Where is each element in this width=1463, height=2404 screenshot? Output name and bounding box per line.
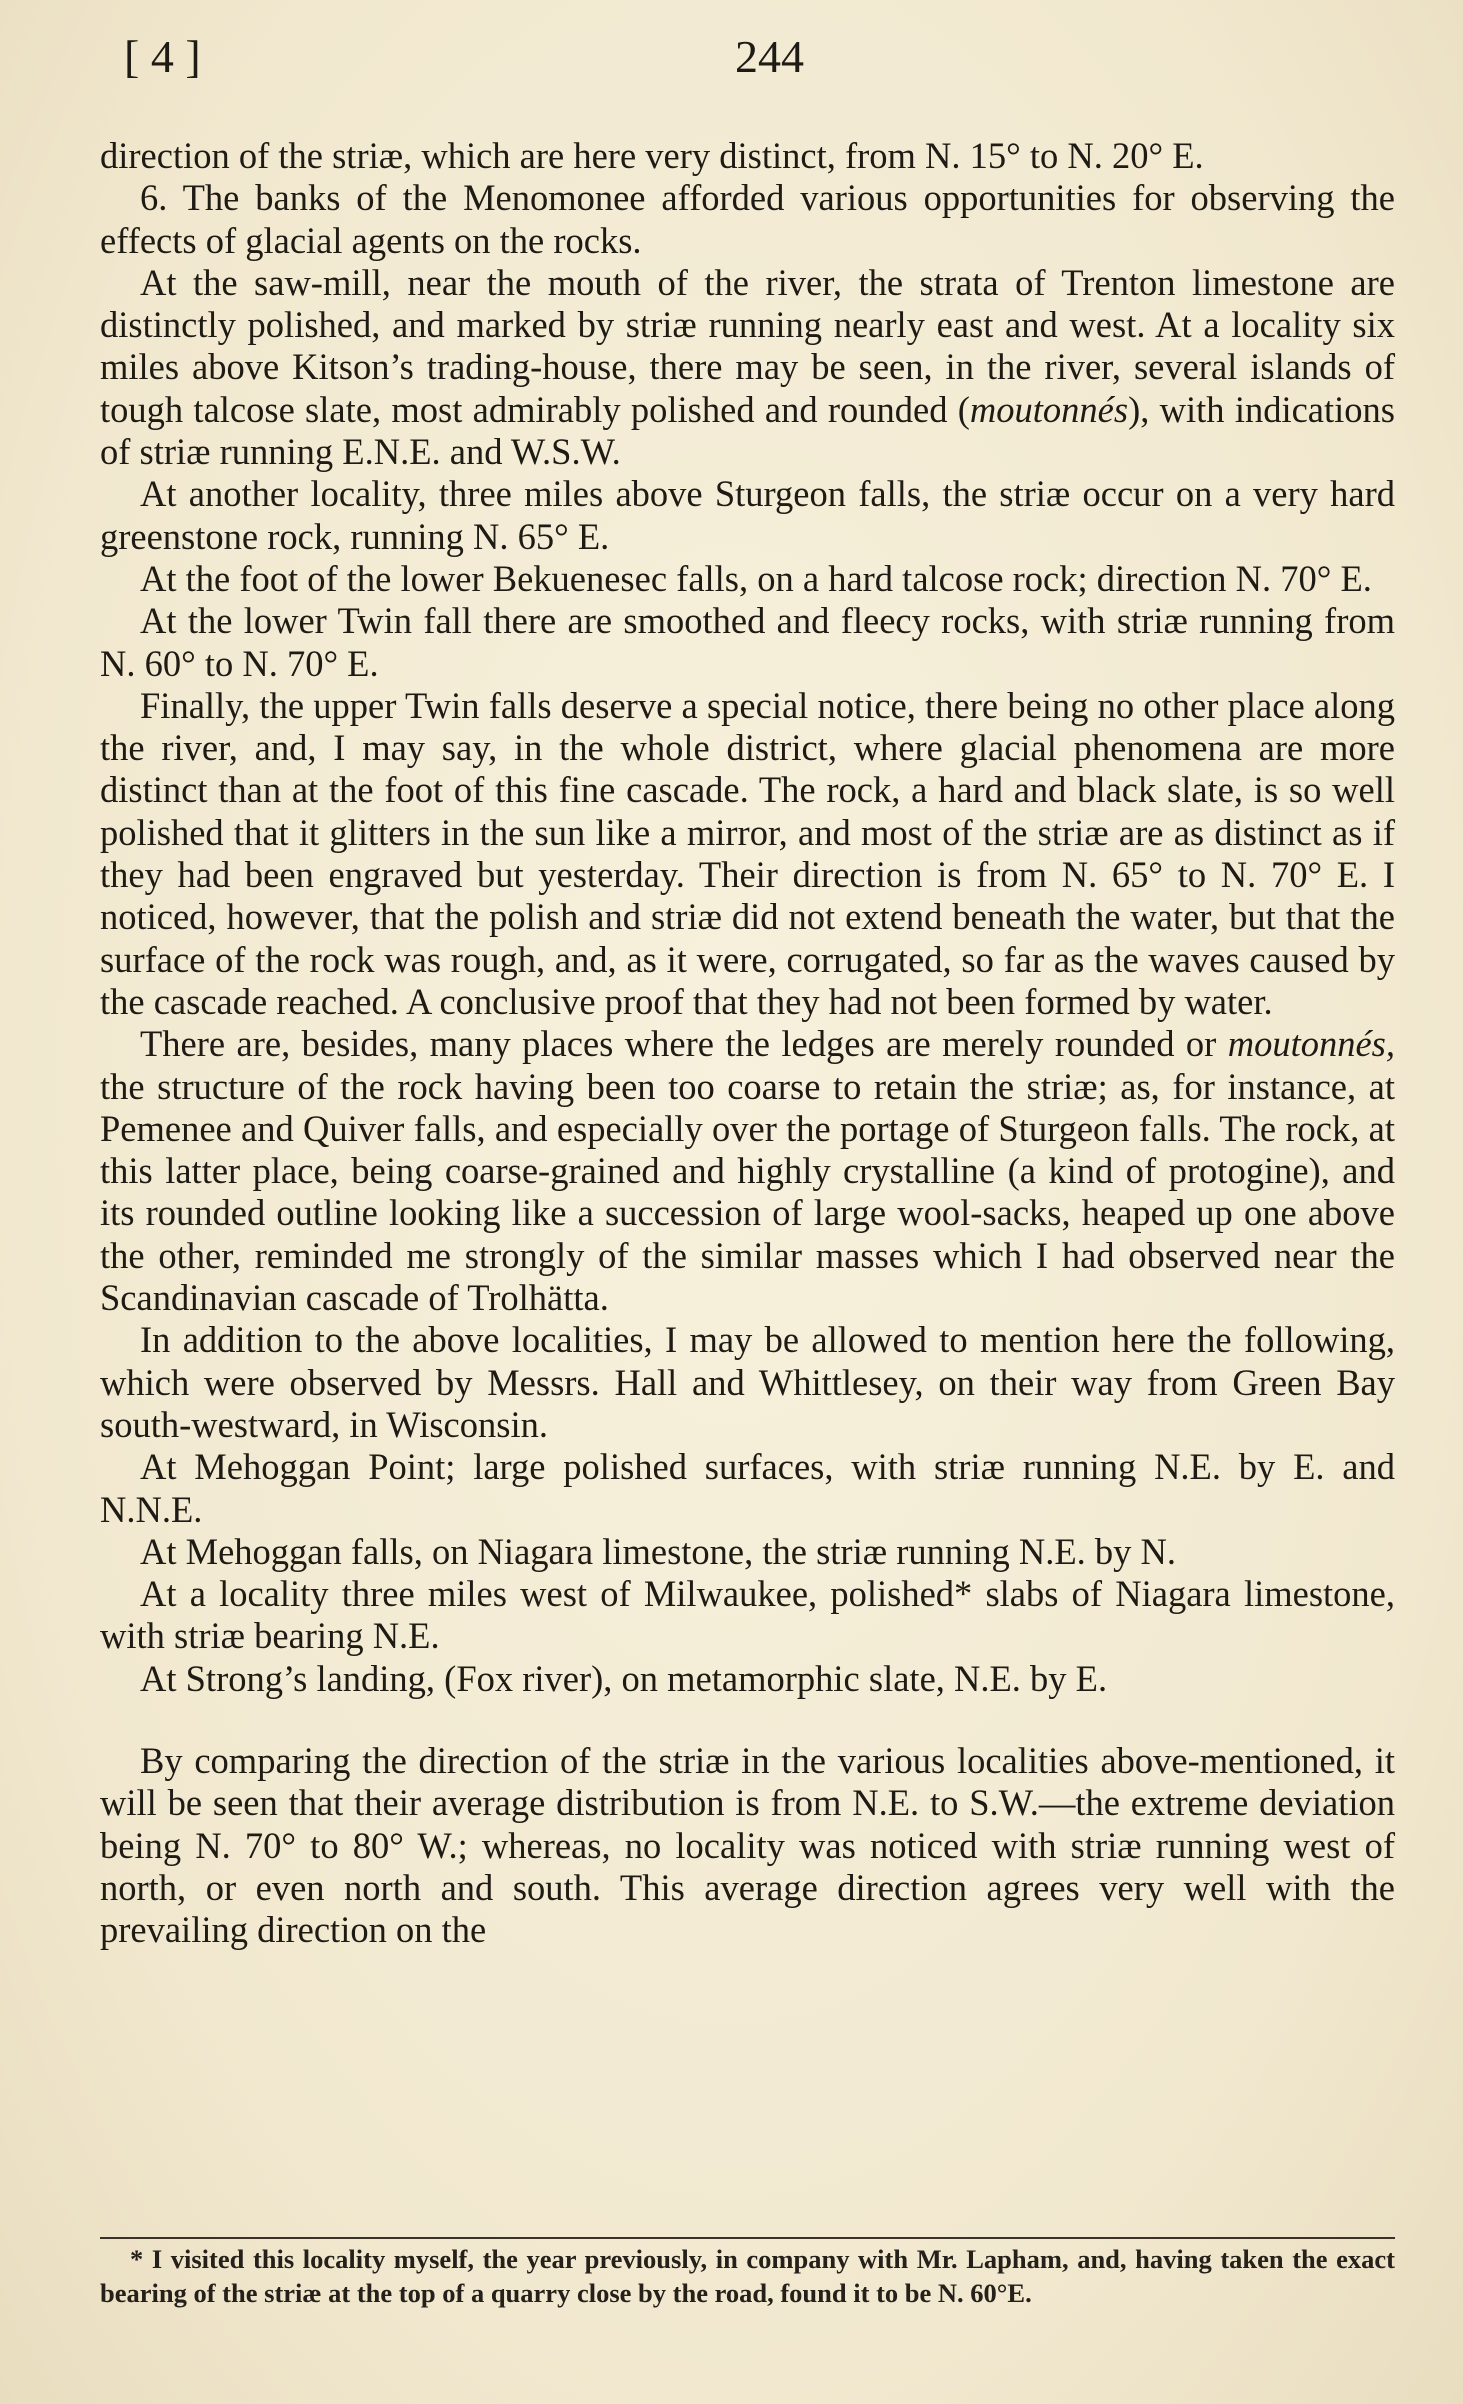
text-run: At Mehoggan falls, on Niagara limestone, the striæ running N.E. by N.: [140, 1530, 1177, 1572]
text-run: At Strong’s landing, (Fox river), on metamorphic slate, N.E. by E.: [140, 1657, 1108, 1699]
footnote: [100, 2242, 1395, 2310]
page-number: 244: [735, 31, 804, 82]
paragraph: [100, 262, 1395, 473]
paragraph: [100, 1740, 1395, 1951]
paragraph: [100, 473, 1395, 558]
text-run: At Mehoggan Point; large polished surfaces, with striæ running N.E. by E. and N.N.E.: [100, 1446, 1395, 1530]
paragraph: [100, 600, 1395, 685]
text-run: At the saw-mill, near the mouth of the river, the strata of Trenton limestone are distinctly polished, and marked by striæ running nearly east and west. At a locality six miles above Kitson’s trading-house, there may be seen, in the river, several islands of tough talcose slate, most admirably polished and rounded (: [100, 261, 1395, 430]
paragraph: [100, 558, 1395, 600]
text-run: direction of the striæ, which are here very distinct, from N. 15° to N. 20° E.: [100, 135, 1204, 176]
footnote-text: * I visited this locality myself, the year previously, in company with Mr. Lapham, and, having taken the exact bearing of the striæ at the top of a quarry close by the road, found it to be N. 60°E.: [100, 2244, 1395, 2308]
paragraph: [100, 1531, 1395, 1573]
text-run: At a locality three miles west of Milwaukee, polished* slabs of Niagara limestone, with striæ bearing N.E.: [100, 1573, 1395, 1657]
page-header: [0, 30, 1463, 90]
paragraph: [100, 1023, 1395, 1319]
paragraph: [100, 685, 1395, 1023]
paragraph: [100, 1658, 1395, 1700]
text-run: the structure of the rock having been too coarse to retain the striæ; as, for instance, at Pemenee and Quiver falls, and especially over the portage of Sturgeon falls. The rock, at this latter place, being coarse-grained and highly crystalline (a kind of protogine), and its rounded outline looking like a succession of large wool-sacks, heaped up one above the other, reminded me strongly of the similar masses which I had observed near the Scandinavian cascade of Trolhätta.: [100, 1065, 1395, 1319]
text-run: In addition to the above localities, I may be allowed to mention here the following, which were observed by Messrs. Hall and Whittlesey, on their way from Green Bay south-westward, in Wisconsin.: [100, 1319, 1395, 1445]
paragraph: [100, 1446, 1395, 1531]
paragraph: [100, 1319, 1395, 1446]
text-run: At another locality, three miles above Sturgeon falls, the striæ occur on a very hard greenstone rock, running N. 65° E.: [100, 473, 1395, 557]
text-run: Finally, the upper Twin falls deserve a special notice, there being no other place along the river, and, I may say, in the whole district, where glacial phenomena are more distinct than at the foot of this fine cascade. The rock, a hard and black slate, is so well polished that it glitters in the sun like a mirror, and most of the striæ are as distinct as if they had been engraved but yesterday. Their direction is from N. 65° to N. 70° E. I noticed, however, that the polish and striæ did not extend beneath the water, but that the surface of the rock was rough, and, as it were, corrugated, so far as the waves caused by the cascade reached. A conclusive proof that they had not been formed by water.: [100, 684, 1395, 1022]
text-run: At the lower Twin fall there are smoothed and fleecy rocks, with striæ running from N. 60° to N. 70° E.: [100, 600, 1395, 684]
footnote-rule: [100, 2237, 1395, 2239]
text-run: At the foot of the lower Bekuenesec falls, on a hard talcose rock; direction N. 70° E.: [140, 557, 1372, 599]
text-run: 6. The banks of the Menomonee afforded various opportunities for observing the effects of glacial agents on the rocks.: [100, 177, 1395, 261]
text-run: ), with indications of striæ running E.N.E. and W.S.W.: [100, 388, 1395, 473]
paragraph: [100, 1573, 1395, 1658]
italic-text: moutonnés: [969, 388, 1129, 430]
text-run: By comparing the direction of the striæ in the various localities above-mentioned, it will be seen that their average distribution is from N.E. to S.W.—the extreme deviation being N. 70° to 80° W.; whereas, no locality was noticed with striæ running west of north, or even north and south. This average direction agrees very well with the prevailing direction on the: [100, 1739, 1395, 1951]
signature-mark: [ 4 ]: [124, 31, 201, 82]
body-text: [100, 135, 1395, 1951]
paragraph: [100, 135, 1395, 177]
text-run: There are, besides, many places where the ledges are merely rounded or: [140, 1023, 1228, 1065]
paragraph: [100, 177, 1395, 262]
italic-text: moutonnés,: [1227, 1023, 1395, 1065]
